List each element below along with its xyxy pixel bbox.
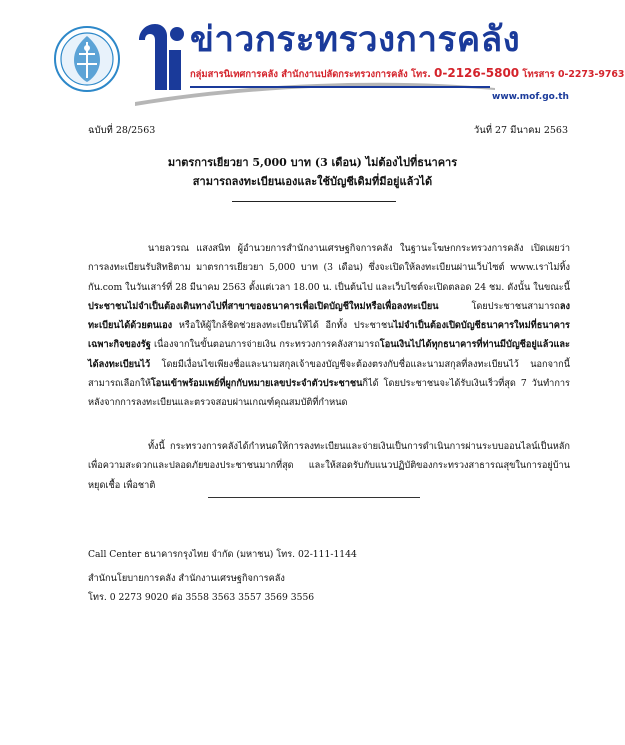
header-rule [190, 86, 490, 88]
closing-rule [208, 497, 420, 498]
contact-phone: 0-2126-5800 [434, 66, 520, 80]
body-paragraph-1 [88, 239, 570, 413]
contact-text: กลุ่มสารนิเทศการคลัง สำนักงานปลัดกระทรวงการคลัง โทร. [190, 69, 431, 80]
headline-line-1: มาตรการเยียวยา 5,000 บาท (3 เดือน) ไม่ต้องไปที่ธนาคาร [167, 156, 458, 169]
p1-bold-3: ไม่จำเป็นต้องเปิดบัญชีธนาคารใหม่ที่ธนาคารเฉพาะกิจของรัฐ [88, 320, 570, 351]
title-underline [232, 201, 396, 202]
fax-label: โทรสาร [522, 69, 555, 80]
p1-text-5: โดยมีเงื่อนไขเพียงชื่อและนามสกุลเจ้าของบัญชีจะต้องตรงกับชื่อและนามสกุลที่ลงทะเบียนไว้ นอกจากนี้ สามารถเลือกให้ [88, 358, 570, 390]
body-paragraph-2: ทั้งนี้ กระทรวงการคลังได้กำหนดให้การลงทะเบียนและจ่ายเงินเป็นการดำเนินการผ่านระบบออนไลน์เป็นหลัก เพื่อความสะดวกและปลอดภัยของประชาชนมากที่สุด และให้สอดรับกับแนวปฏิบัติของกระทรวงสาธารณสุขในการอยู่บ้าน หยุดเชื้อ เพื่อชาติ [88, 441, 570, 491]
office-line: สำนักนโยบายการคลัง สำนักงานเศรษฐกิจการคลัง [88, 573, 285, 584]
masthead-title: ข่าวกระทรวงการคลัง [190, 20, 521, 60]
call-center-line: Call Center ธนาคารกรุงไทย จำกัด (มหาชน) โทร. 02-111-1144 [88, 549, 357, 560]
p1-bold-2: ลงทะเบียนได้ด้วยตนเอง [88, 300, 570, 332]
p1-text-3: หรือให้ผู้ใกล้ชิดช่วยลงทะเบียนให้ได้ อีกทั้ง ประชาชน [172, 320, 394, 332]
headline-line-2: สามารถลงทะเบียนเองและใช้บัญชีเดิมที่มีอยู่แล้วได้ [192, 175, 433, 188]
p1-text-2: โดยประชาชนสามารถ [438, 300, 560, 312]
issue-date: วันที่ 27 มีนาคม 2563 [473, 125, 568, 136]
issue-number: ฉบับที่ 28/2563 [88, 125, 156, 136]
p1-text-6: ก็ได้ โดยประชาชนจะได้รับเงินเร็วที่สุด 7 วันทำการหลังจากการลงทะเบียนและตรวจสอบผ่านเกณฑ์คุณสมบัติที่กำหนด [88, 378, 570, 409]
p1-bold-1: ประชาชนไม่จำเป็นต้องเดินทางไปที่สาขาของธนาคารเพื่อเปิดบัญชีใหม่หรือเพื่อลงทะเบียน [88, 300, 439, 312]
p1-text-4: เนื่องจากในขั้นตอนการจ่ายเงิน กระทรวงการคลังสามารถ [150, 339, 380, 351]
p1-bold-4: โอนเงินไปได้ทุกธนาคารที่ท่านมีบัญชีอยู่แล้วและได้ลงทะเบียนไว้ [88, 339, 570, 370]
website-url: www.mof.go.th [492, 92, 569, 102]
p1-bold-5: โอนเข้าพร้อมเพย์ที่ผูกกับหมายเลขประจำตัวประชาชน [150, 378, 363, 390]
office-phones-line: โทร. 0 2273 9020 ต่อ 3558 3563 3557 3569 3556 [88, 592, 315, 603]
p1-text-1: นายลวรณ แสงสนิท ผู้อำนวยการสำนักงานเศรษฐกิจการคลัง ในฐานะโฆษกกระทรวงการคลัง เปิดเผยว่า การลงทะเบียนรับสิทธิตาม มาตรการเยียวยา 5,000 บาท (3 เดือน) ซึ่งจะเปิดให้ลงทะเบียนผ่านเว็บไซต์ www.เราไม่ทิ้งกัน.com ในวันเสาร์ที่ 28 มีนาคม 2563 ตั้งแต่เวลา 18.00 น. เป็นต้นไป และเว็บไซต์จะเปิดตลอด 24 ชม. ดังนั้น ในขณะนี้ [88, 243, 570, 293]
contact-fax: 0-2273-9763 [557, 69, 625, 80]
ministry-emblem-icon [52, 24, 122, 94]
